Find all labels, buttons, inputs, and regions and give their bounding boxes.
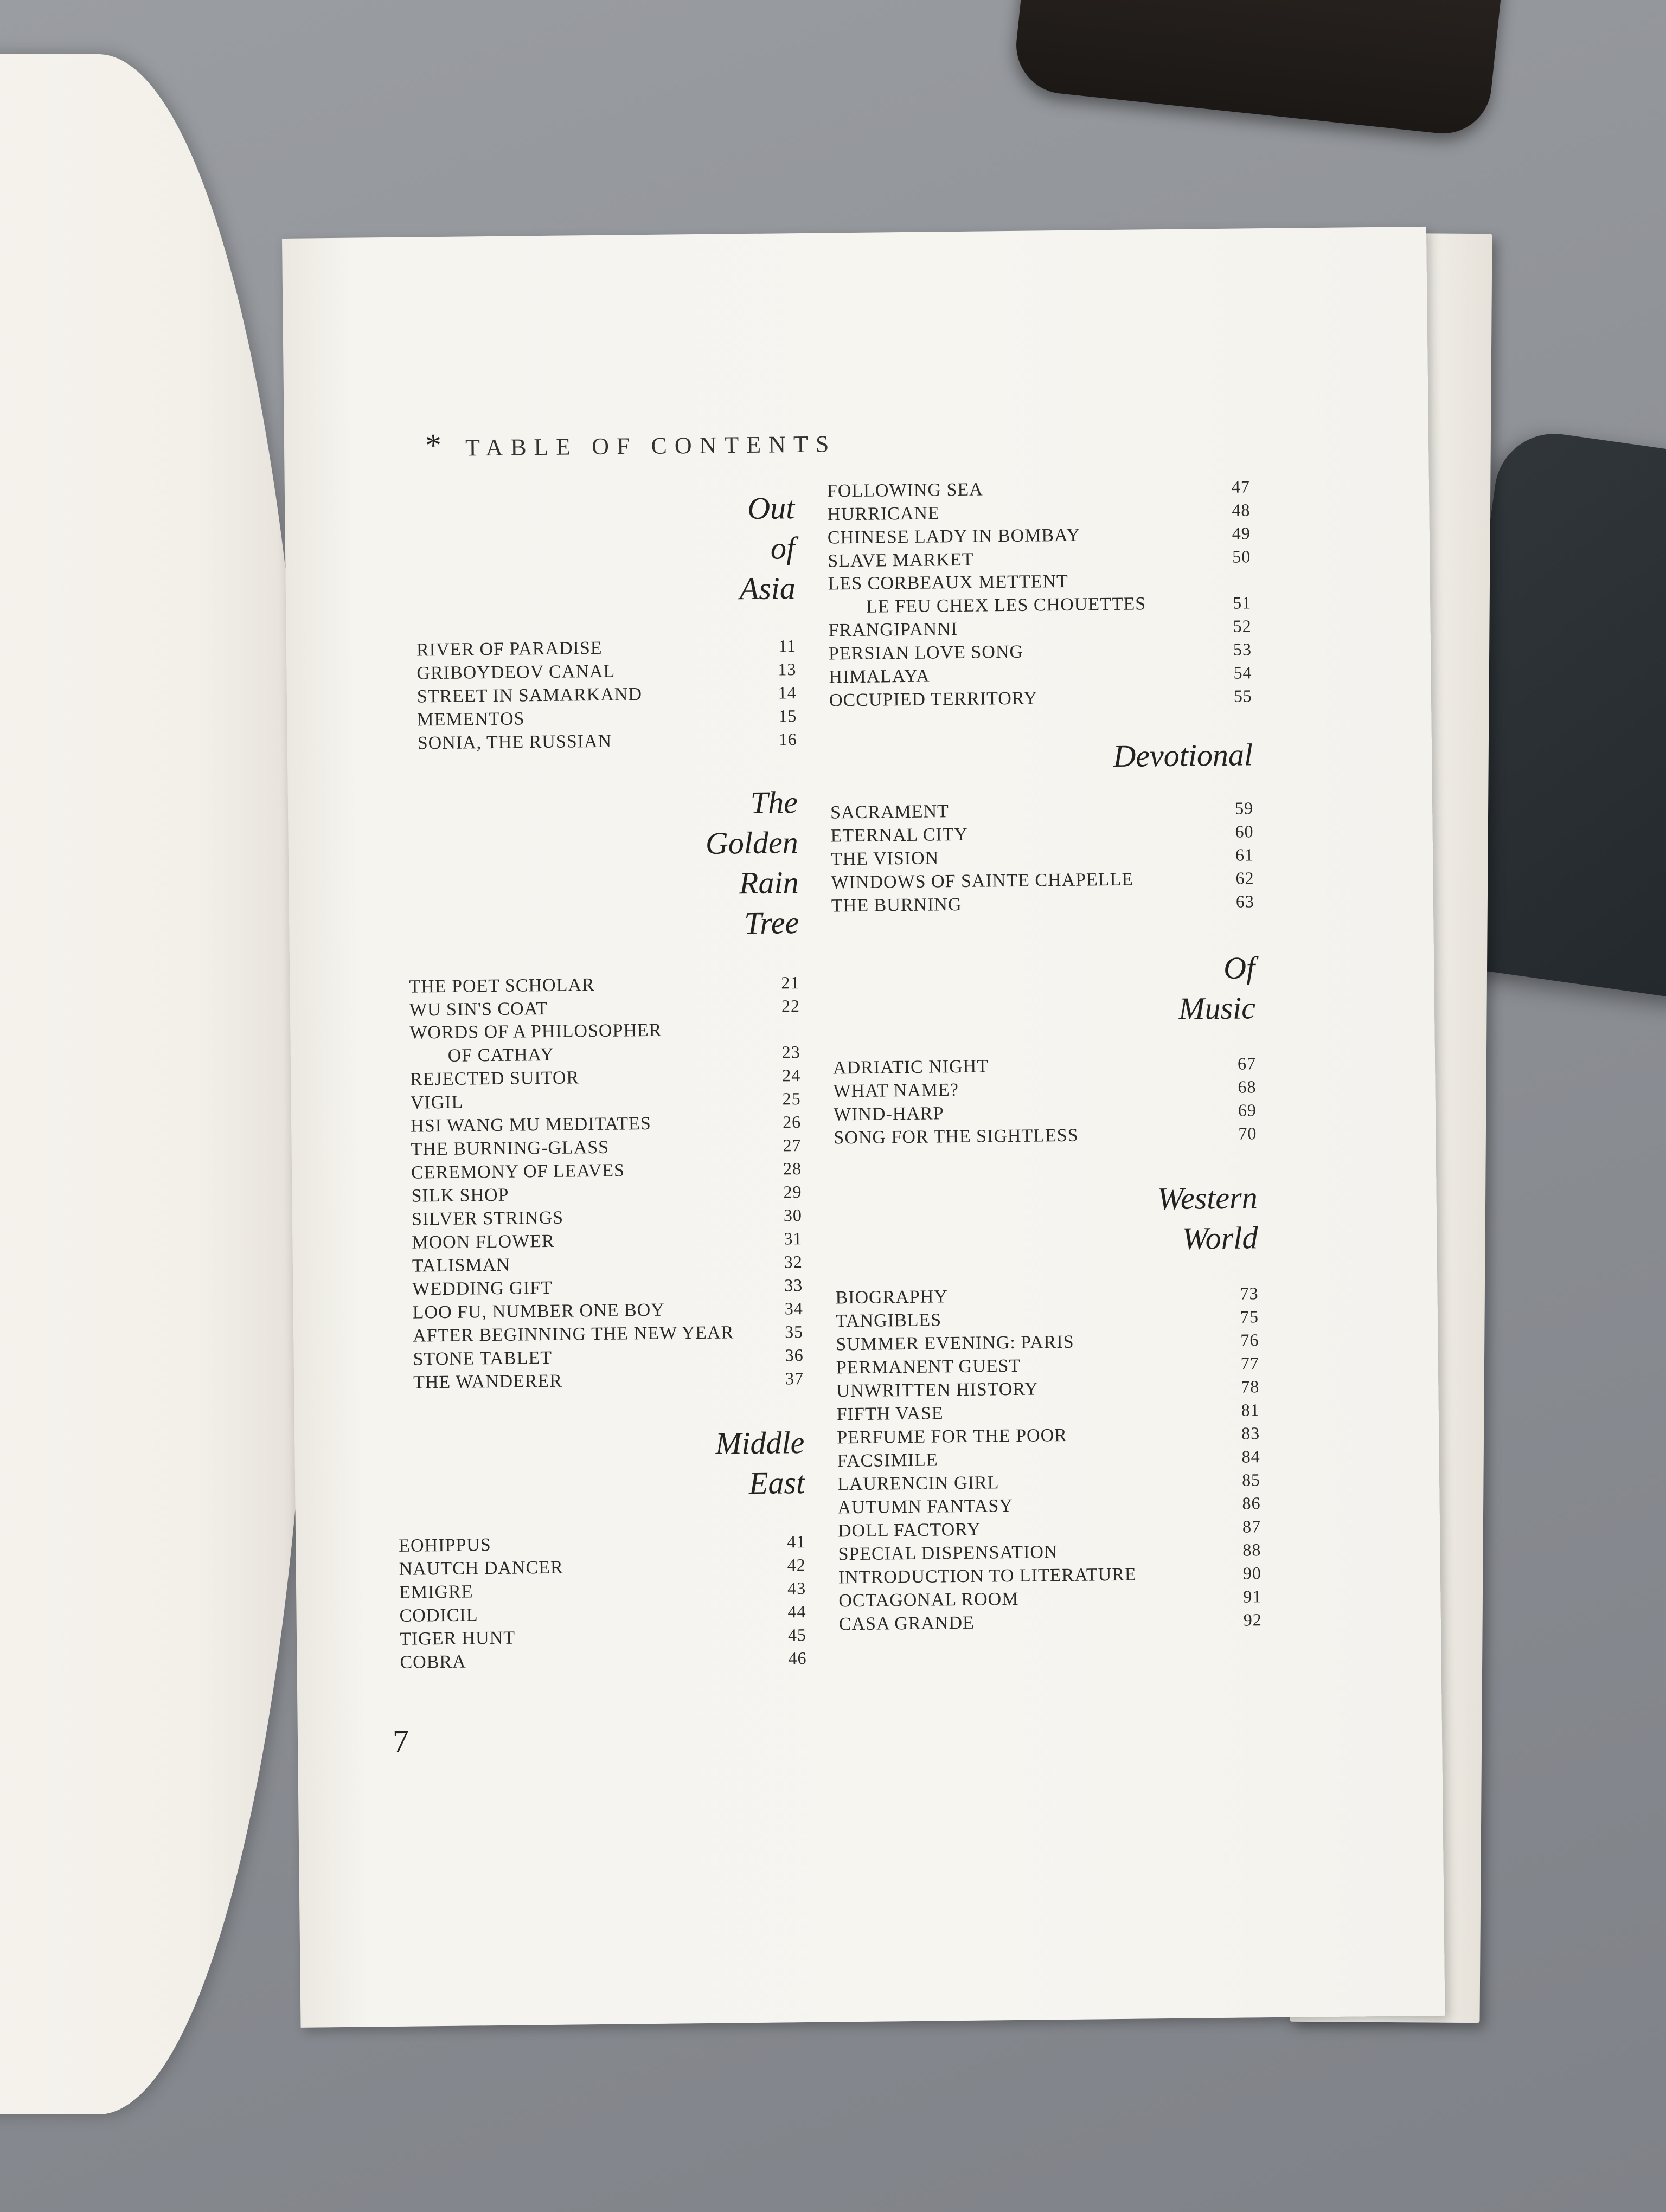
entry-title: RIVER OF PARADISE — [416, 638, 603, 660]
entry-title: VIGIL — [410, 1092, 464, 1113]
entry-title: MOON FLOWER — [412, 1231, 555, 1253]
entry-title: LES CORBEAUX METTENT — [828, 571, 1068, 594]
entry-page-number: 29 — [783, 1182, 802, 1202]
entry-page-number: 33 — [784, 1275, 803, 1295]
entry-page-number: 45 — [787, 1625, 807, 1645]
entry-title: THE BURNING-GLASS — [411, 1137, 610, 1160]
entry-page-number: 24 — [782, 1065, 801, 1085]
entry-title: WIND-HARP — [833, 1103, 944, 1125]
entry-title: MEMENTOS — [417, 709, 525, 730]
entry-page-number: 67 — [1237, 1053, 1257, 1073]
entry-page-number: 34 — [784, 1298, 803, 1319]
entry-title: THE WANDERER — [413, 1371, 563, 1393]
entry-page-number — [773, 1034, 800, 1035]
section-out-of-asia — [382, 488, 797, 755]
entry-title: SACRAMENT — [830, 801, 950, 823]
toc-entry — [418, 728, 797, 755]
section-continued — [827, 475, 1252, 712]
entry-title: WU SIN'S COAT — [409, 998, 548, 1020]
entry-title: AUTUMN FANTASY — [837, 1496, 1014, 1518]
entry-title: AFTER BEGINNING THE NEW YEAR — [413, 1322, 734, 1346]
entry-title: THE POET SCHOLAR — [409, 975, 595, 997]
toc-entry — [412, 1274, 803, 1301]
entry-title: EMIGRE — [399, 1581, 473, 1603]
entry-title: WINDOWS OF SAINTE CHAPELLE — [831, 869, 1134, 893]
entry-page-number: 76 — [1240, 1330, 1259, 1350]
section-title-line: Tree — [744, 905, 799, 941]
page-number: 7 — [392, 1723, 409, 1760]
entry-page-number: 59 — [1234, 798, 1254, 818]
entry-title: SPECIAL DISPENSATION — [838, 1542, 1058, 1565]
entry-title: SILK SHOP — [411, 1185, 509, 1206]
section-title — [832, 948, 1256, 1032]
entry-page-number: 83 — [1241, 1423, 1260, 1443]
entry-title: TALISMAN — [412, 1255, 510, 1276]
toc-entry — [413, 1367, 804, 1394]
entry-page-number: 52 — [1233, 616, 1252, 636]
entry-page-number: 32 — [784, 1252, 803, 1272]
toc-entry — [413, 1320, 803, 1348]
heading-title: TABLE OF CONTENTS — [465, 430, 837, 461]
entry-list — [387, 971, 804, 1394]
entry-page-number: 11 — [778, 636, 797, 656]
entry-list — [833, 1052, 1257, 1149]
entry-title: FACSIMILE — [837, 1450, 938, 1471]
entry-page-number: 15 — [778, 706, 797, 726]
entry-page-number: 75 — [1240, 1307, 1259, 1327]
section-title — [382, 488, 796, 613]
section-title — [830, 735, 1253, 779]
entry-title: PERFUME FOR THE POOR — [837, 1425, 1068, 1448]
entry-page-number: 47 — [1231, 477, 1251, 497]
entry-title: REJECTED SUITOR — [410, 1068, 580, 1090]
entry-page-number: 16 — [778, 729, 797, 749]
toc-entry — [417, 681, 797, 708]
toc-entry — [410, 1087, 800, 1115]
section-title-line: Middle — [715, 1425, 805, 1461]
entry-title: TIGER HUNT — [399, 1628, 516, 1649]
entry-page-number: 63 — [1235, 891, 1255, 911]
entry-title: BIOGRAPHY — [835, 1287, 949, 1308]
entry-title: SONG FOR THE SIGHTLESS — [834, 1125, 1079, 1148]
toc-entry — [411, 1110, 801, 1138]
entry-page-number: 77 — [1240, 1353, 1260, 1373]
entry-page-number: 14 — [778, 683, 797, 703]
toc-entry — [829, 684, 1252, 712]
entry-page-number: 50 — [1232, 546, 1251, 567]
toc-entry — [411, 1180, 802, 1208]
toc-entry — [412, 1204, 802, 1231]
section-title — [386, 782, 799, 947]
entry-title: WEDDING GIFT — [412, 1277, 553, 1300]
entry-page-number: 73 — [1240, 1283, 1259, 1303]
entry-page-number: 23 — [781, 1042, 800, 1062]
section-title-line: Of — [1223, 950, 1255, 986]
entry-title: SLAVE MARKET — [828, 549, 974, 571]
entry-page-number: 35 — [784, 1322, 804, 1342]
entry-title: SONIA, THE RUSSIAN — [417, 731, 612, 754]
entry-title: NAUTCH DANCER — [399, 1557, 563, 1579]
entry-list — [384, 634, 797, 755]
entry-page-number: 87 — [1242, 1516, 1261, 1536]
entry-list — [827, 475, 1252, 712]
toc-entry — [839, 1608, 1262, 1636]
entry-title: FIFTH VASE — [836, 1403, 944, 1425]
entry-page-number: 54 — [1233, 663, 1252, 683]
entry-page-number: 21 — [781, 973, 800, 993]
entry-title: STONE TABLET — [413, 1347, 553, 1369]
section-title-line: Rain — [739, 865, 799, 901]
section-title-line: Out — [747, 490, 795, 526]
toc-entry — [409, 994, 800, 1022]
entry-title: PERSIAN LOVE SONG — [828, 641, 1024, 664]
entry-list — [393, 1530, 807, 1674]
entry-page-number: 42 — [787, 1555, 806, 1575]
entry-title: CEREMONY OF LEAVES — [411, 1160, 625, 1183]
left-column — [382, 488, 807, 1674]
entry-page-number: 28 — [783, 1159, 802, 1179]
toc-entry — [411, 1134, 801, 1161]
section-title — [834, 1178, 1258, 1262]
section-title-line: of — [770, 530, 796, 566]
entry-title: INTRODUCTION TO LITERATURE — [838, 1564, 1137, 1588]
entry-page-number: 41 — [787, 1532, 806, 1552]
section-title-line: Golden — [705, 825, 799, 861]
entry-title: WHAT NAME? — [833, 1080, 959, 1102]
entry-page-number — [1224, 585, 1251, 586]
entry-title: OCTAGONAL ROOM — [838, 1589, 1019, 1611]
entry-title: UNWRITTEN HISTORY — [836, 1379, 1039, 1401]
entry-title: LOO FU, NUMBER ONE BOY — [412, 1300, 665, 1323]
toc-entry — [411, 1157, 802, 1185]
entry-page-number: 13 — [778, 659, 797, 679]
entry-page-number: 25 — [782, 1089, 801, 1109]
entry-title: THE VISION — [830, 848, 939, 870]
entry-title: SILVER STRINGS — [411, 1207, 564, 1230]
entry-page-number: 78 — [1241, 1377, 1260, 1397]
entry-title: CHINESE LADY IN BOMBAY — [827, 525, 1081, 548]
entry-page-number: 68 — [1238, 1077, 1257, 1097]
entry-page-number: 70 — [1238, 1123, 1257, 1143]
toc-entry — [410, 1040, 800, 1068]
entry-title: WORDS OF A PHILOSOPHER — [409, 1020, 662, 1043]
entry-page-number: 44 — [787, 1602, 806, 1622]
section-title-line: Music — [1178, 990, 1256, 1026]
entry-title: FOLLOWING SEA — [826, 479, 983, 501]
entry-page-number: 43 — [787, 1578, 806, 1598]
entry-page-number: 26 — [782, 1112, 802, 1132]
entry-title: HIMALAYA — [829, 666, 930, 687]
entry-page-number: 81 — [1241, 1400, 1260, 1420]
entry-page-number: 22 — [781, 996, 800, 1016]
section-title — [392, 1423, 805, 1507]
section-western-world — [834, 1178, 1262, 1636]
entry-page-number: 69 — [1238, 1100, 1257, 1120]
entry-page-number: 92 — [1243, 1610, 1262, 1630]
entry-title: PERMANENT GUEST — [836, 1355, 1021, 1378]
entry-page-number: 91 — [1243, 1586, 1262, 1606]
section-title-line: World — [1182, 1220, 1258, 1256]
entry-title: OF CATHAY — [447, 1044, 554, 1066]
entry-title: DOLL FACTORY — [837, 1519, 981, 1541]
entry-page-number: 62 — [1235, 868, 1254, 888]
entry-page-number: 55 — [1233, 686, 1253, 706]
toc-entry — [409, 1018, 800, 1045]
toc-entry — [412, 1250, 803, 1278]
entry-title: ETERNAL CITY — [830, 824, 969, 846]
entry-list — [835, 1282, 1262, 1636]
entry-title: OCCUPIED TERRITORY — [829, 688, 1038, 711]
toc-entry — [416, 658, 796, 685]
entry-page-number: 60 — [1235, 821, 1254, 841]
toc-entry — [413, 1343, 803, 1371]
right-column — [827, 475, 1262, 1636]
entry-title: SUMMER EVENING: PARIS — [836, 1332, 1074, 1355]
section-title-line: The — [750, 785, 798, 821]
entry-page-number: 84 — [1241, 1446, 1260, 1467]
entry-title: COBRA — [400, 1651, 466, 1673]
toc-entry — [412, 1227, 802, 1255]
entry-title: HURRICANE — [827, 503, 940, 525]
section-devotional — [830, 735, 1254, 917]
entry-title: TANGIBLES — [835, 1310, 942, 1332]
entry-title: CODICIL — [399, 1605, 478, 1626]
section-title-line: Devotional — [1113, 737, 1253, 774]
entry-title: THE BURNING — [831, 894, 962, 916]
entry-title: ADRIATIC NIGHT — [832, 1056, 989, 1078]
entry-page-number: 49 — [1232, 523, 1251, 543]
entry-page-number: 88 — [1242, 1540, 1261, 1560]
entry-page-number: 86 — [1242, 1493, 1261, 1513]
section-title-line: East — [748, 1465, 805, 1501]
entry-title: CASA GRANDE — [838, 1612, 975, 1635]
entry-title: LAURENCIN GIRL — [837, 1472, 999, 1495]
entry-page-number: 37 — [785, 1368, 804, 1388]
entry-page-number: 48 — [1232, 500, 1251, 520]
entry-page-number: 90 — [1242, 1563, 1262, 1583]
entry-title: HSI WANG MU MEDITATES — [410, 1113, 651, 1136]
page-heading — [425, 422, 837, 464]
toc-entry — [400, 1647, 806, 1674]
section-golden-rain-tree — [386, 782, 804, 1394]
section-of-music — [832, 948, 1257, 1149]
toc-entry — [417, 704, 797, 731]
entry-page-number: 85 — [1241, 1470, 1261, 1490]
entry-page-number: 51 — [1232, 593, 1252, 613]
entry-page-number: 46 — [788, 1648, 807, 1668]
contents-page — [282, 227, 1445, 2028]
section-title-line: Asia — [739, 570, 796, 607]
entry-page-number: 30 — [783, 1205, 803, 1225]
entry-title: STREET IN SAMARKAND — [416, 684, 643, 707]
entry-page-number: 31 — [784, 1229, 803, 1249]
entry-title: EOHIPPUS — [399, 1535, 491, 1556]
entry-title: FRANGIPANNI — [828, 619, 958, 641]
section-title-line: Western — [1157, 1180, 1258, 1217]
entry-page-number: 27 — [783, 1135, 802, 1155]
entry-page-number: 36 — [785, 1345, 804, 1365]
toc-entry — [409, 971, 799, 999]
entry-title: GRIBOYDEOV CANAL — [416, 661, 616, 684]
star-icon: * — [425, 427, 450, 464]
toc-entry — [416, 634, 796, 661]
toc-entry — [413, 1297, 803, 1324]
toc-entry — [834, 1122, 1257, 1149]
entry-page-number: 61 — [1235, 845, 1254, 865]
toc-entry — [410, 1064, 800, 1091]
section-middle-east — [392, 1423, 807, 1674]
entry-list — [830, 796, 1254, 917]
entry-page-number: 53 — [1233, 639, 1252, 659]
entry-title: LE FEU CHEX LES CHOUETTES — [866, 594, 1146, 617]
toc-entry — [831, 890, 1254, 917]
